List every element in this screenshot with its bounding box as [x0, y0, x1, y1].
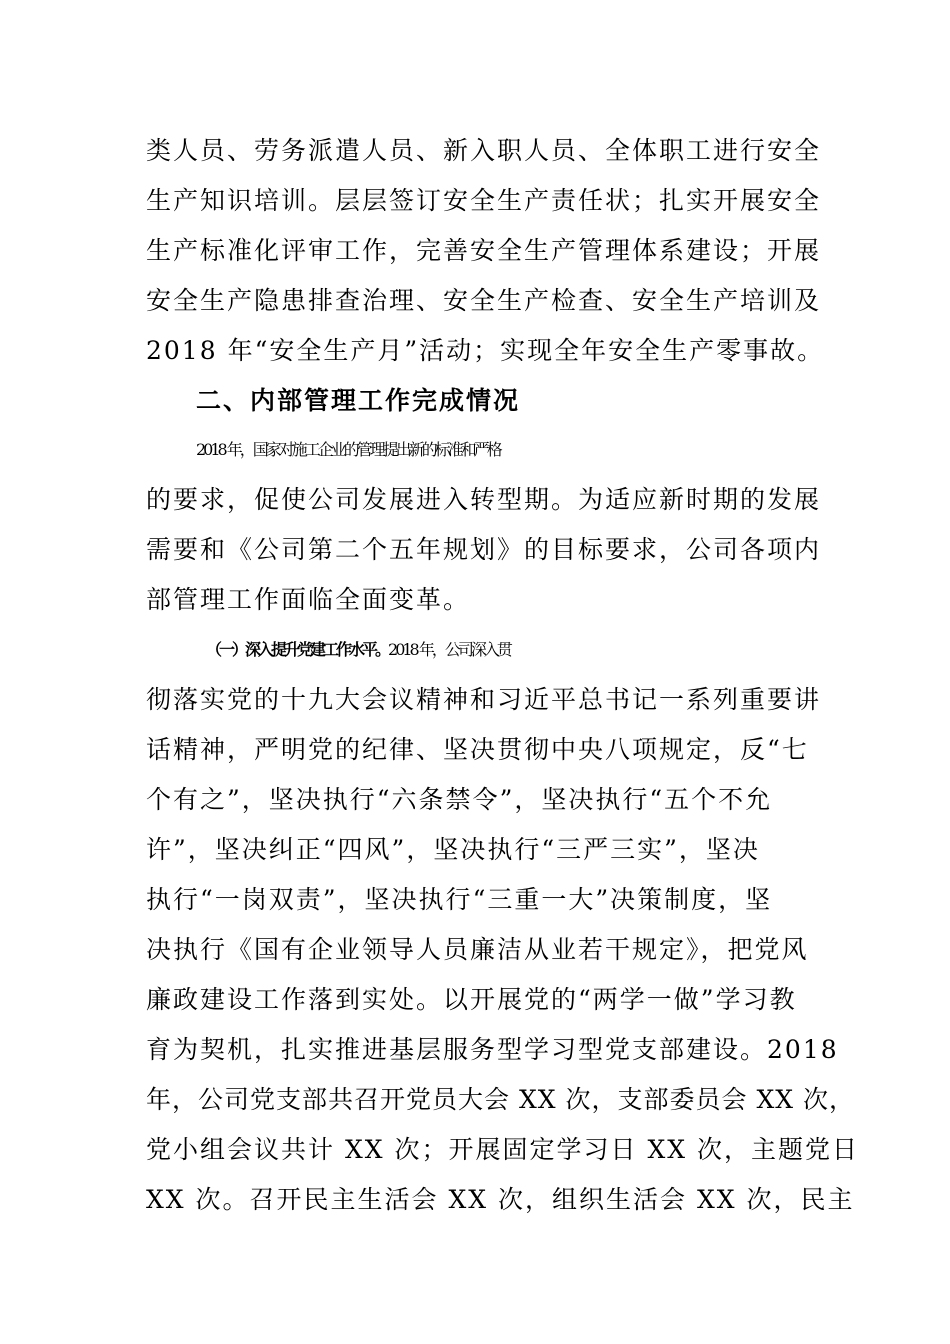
- body-line: 许”，坚决纠正“四风”，坚决执行“三严三实”，坚决: [146, 835, 760, 864]
- body-line: 育为契机，扎实推进基层服务型学习型党支部建设。2018: [146, 1035, 839, 1064]
- section-heading: 二、内部管理工作完成情况: [196, 386, 521, 415]
- body-line: 安全生产隐患排查治理、安全生产检查、安全生产培训及: [146, 286, 822, 315]
- body-line: 话精神，严明党的纪律、坚决贯彻中央八项规定，反“七: [146, 735, 809, 764]
- body-line: 2018 年，国家对施工企业的管理提出新的标准和严格: [196, 440, 500, 459]
- body-line: 决执行《国有企业领导人员廉洁从业若干规定》，把党风: [146, 935, 809, 964]
- body-line: 执行“一岗双责”，坚决执行“三重一大”决策制度，坚: [146, 885, 773, 914]
- body-line: XX 次。召开民主生活会 XX 次，组织生活会 XX 次，民主: [146, 1185, 855, 1214]
- body-line: 生产标准化评审工作，完善安全生产管理体系建设；开展: [146, 236, 822, 265]
- body-line: 党小组会议共计 XX 次；开展固定学习日 XX 次，主题党日: [146, 1135, 859, 1164]
- body-line: 生产知识培训。层层签订安全生产责任状；扎实开展安全: [146, 186, 822, 215]
- body-line: 廉政建设工作落到实处。以开展党的“两学一做”学习教: [146, 985, 797, 1014]
- body-line: 的要求，促使公司发展进入转型期。为适应新时期的发展: [146, 485, 822, 514]
- subsection-first-line-rest: 2018 年，公司深入贯: [388, 640, 510, 659]
- subsection-first-line: [206, 630, 886, 670]
- body-line: 年，公司党支部共召开党员大会 XX 次，支部委员会 XX 次，: [146, 1085, 855, 1114]
- body-line: 个有之”，坚决执行“六条禁令”，坚决执行“五个不允: [146, 785, 773, 814]
- body-line: 部管理工作面临全面变革。: [146, 585, 471, 614]
- body-line: 彻落实党的十九大会议精神和习近平总书记一系列重要讲: [146, 685, 822, 714]
- subsection-title: （一）深入提升党建工作水平。: [206, 640, 389, 659]
- body-line: 2018 年“安全生产月”活动；实现全年安全生产零事故。: [146, 336, 825, 365]
- body-line: 类人员、劳务派遣人员、新入职人员、全体职工进行安全: [146, 136, 822, 165]
- body-line: 需要和《公司第二个五年规划》的目标要求，公司各项内: [146, 535, 822, 564]
